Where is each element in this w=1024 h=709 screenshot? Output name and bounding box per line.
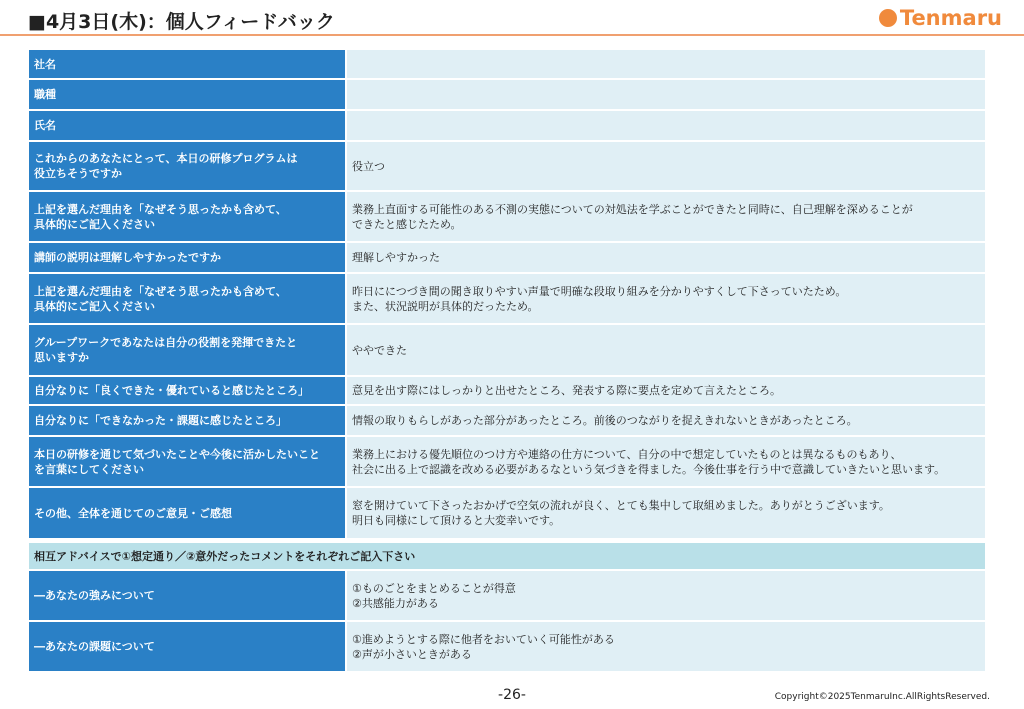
answer-cell bbox=[347, 111, 985, 140]
page-number: -26- bbox=[498, 687, 526, 703]
question-cell bbox=[29, 192, 347, 241]
answer-cell bbox=[347, 377, 985, 404]
table-row bbox=[29, 406, 985, 437]
table-row bbox=[29, 488, 985, 540]
question-text: 社名 bbox=[34, 57, 56, 71]
table-row bbox=[29, 192, 985, 243]
question-cell bbox=[29, 377, 347, 404]
answer-text: 昨日ににつづき間の聞き取りやすい声量で明確な段取り組みを分かりやすくして下さっていたため。 また、状況説明が具体的だったため。 bbox=[352, 284, 847, 313]
question-cell bbox=[29, 142, 347, 190]
logo-sun-icon bbox=[879, 9, 897, 27]
answer-cell bbox=[347, 192, 985, 241]
question-text: これからのあなたにとって、本日の研修プログラムは 役立ちそうですか bbox=[34, 152, 298, 180]
section-header: 相互アドバイスで①想定通り／②意外だったコメントをそれぞれご記入下さい bbox=[29, 543, 985, 571]
answer-cell bbox=[347, 50, 985, 78]
header-divider bbox=[0, 34, 1024, 36]
answer-text: 情報の取りもらしがあった部分があったところ。前後のつながりを捉えきれないときがあったところ。 bbox=[352, 414, 858, 427]
answer-text: 意見を出す際にはしっかりと出せたところ、発表する際に要点を定めて言えたところ。 bbox=[352, 384, 781, 397]
question-text: 自分なりに「できなかった・課題に感じたところ」 bbox=[34, 414, 287, 427]
answer-cell bbox=[347, 243, 985, 272]
answer-cell bbox=[347, 80, 985, 109]
question-text: 本日の研修を通じて気づいたことや今後に活かしたいこと を言葉にしてください bbox=[34, 447, 320, 476]
question-text: 職種 bbox=[34, 88, 56, 101]
table-row bbox=[29, 142, 985, 192]
table-row bbox=[29, 437, 985, 488]
question-cell bbox=[29, 571, 347, 620]
feedback-table bbox=[29, 50, 985, 673]
question-text: 講師の説明は理解しやすかったですか bbox=[34, 251, 221, 264]
answer-text: 理解しやすかった bbox=[352, 251, 440, 264]
table-row bbox=[29, 111, 985, 142]
table-row bbox=[29, 571, 985, 622]
answer-cell bbox=[347, 437, 985, 486]
question-cell bbox=[29, 437, 347, 486]
logo bbox=[879, 6, 1002, 30]
answer-text: 役立つ bbox=[352, 159, 385, 173]
copyright: Copyright©2025TenmaruInc.AllRightsReserved. bbox=[774, 692, 990, 702]
answer-cell bbox=[347, 488, 985, 538]
answer-cell bbox=[347, 142, 985, 190]
answer-cell bbox=[347, 571, 985, 620]
logo-text: Tenmaru bbox=[899, 6, 1002, 30]
answer-text: 窓を開けていて下さったおかげで空気の流れが良く、とても集中して取組めました。ありがとうございます。 明日も同様にして頂けると大変幸いです。 bbox=[352, 499, 890, 527]
question-text: その他、全体を通じてのご意見・ご感想 bbox=[34, 506, 232, 520]
answer-text: 業務上における優先順位のつけ方や連絡の仕方について、自分の中で想定していたものとは異なるものもあり、 社会に出る上で認識を改める必要があるなという気づきを得ました。今後仕事を行う中で意識していきたいと思います。 bbox=[352, 447, 946, 476]
question-text: 氏名 bbox=[34, 119, 56, 132]
question-text: 上記を選んだ理由を「なぜそう思ったかも含めて、 具体的にご記入ください bbox=[34, 202, 287, 231]
question-cell bbox=[29, 274, 347, 323]
answer-cell bbox=[347, 325, 985, 375]
table-row bbox=[29, 377, 985, 406]
answer-text: ①ものごとをまとめることが得意 ②共感能力がある bbox=[352, 581, 516, 610]
table-row bbox=[29, 50, 985, 80]
question-text: 自分なりに「良くできた・優れていると感じたところ」 bbox=[34, 384, 309, 397]
answer-text: ①進めようとする際に他者をおいていく可能性がある ②声が小さいときがある bbox=[352, 632, 615, 661]
answer-cell bbox=[347, 274, 985, 323]
question-cell bbox=[29, 622, 347, 671]
answer-cell bbox=[347, 622, 985, 671]
question-cell bbox=[29, 406, 347, 435]
question-text: 上記を選んだ理由を「なぜそう思ったかも含めて、 具体的にご記入ください bbox=[34, 284, 287, 313]
question-cell bbox=[29, 488, 347, 538]
question-cell bbox=[29, 111, 347, 140]
answer-text: ややできた bbox=[352, 343, 407, 357]
table-row bbox=[29, 274, 985, 325]
page-title: ■4月3日(木)：個人フィードバック bbox=[28, 11, 335, 33]
table-row bbox=[29, 80, 985, 111]
table-row bbox=[29, 243, 985, 274]
answer-text: 業務上直面する可能性のある不測の実態についての対処法を学ぶことができたと同時に、自己理解を深めることが できたと感じたため。 bbox=[352, 202, 913, 231]
table-row bbox=[29, 622, 985, 673]
question-text: ―あなたの強みについて bbox=[34, 589, 155, 602]
question-text: グループワークであなたは自分の役割を発揮できたと 思いますか bbox=[34, 336, 298, 364]
table-row bbox=[29, 325, 985, 377]
question-cell bbox=[29, 50, 347, 78]
answer-cell bbox=[347, 406, 985, 435]
question-cell bbox=[29, 243, 347, 272]
question-text: ―あなたの課題について bbox=[34, 640, 155, 653]
question-cell bbox=[29, 325, 347, 375]
question-cell bbox=[29, 80, 347, 109]
